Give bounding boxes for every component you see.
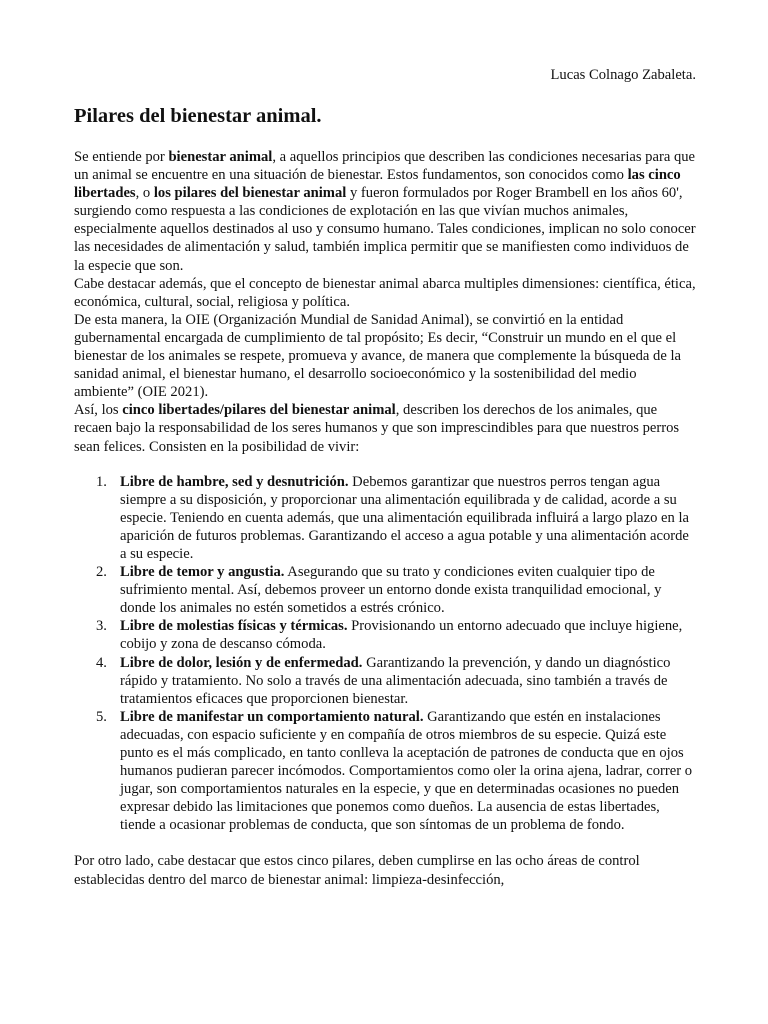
list-item-text: Debemos garantizar que nuestros perros tengan agua siempre a su disposición, y proporcionar una alimentación equilibrada y de calidad, acorde a su especie. Teniendo en cuenta además, que una alimentación equilibrada influirá a largo plazo en la aparición de futuros problemas. Garantizando el acceso a agua potable y una alimentación acorde a su especie. [120,473,689,562]
list-number: 1. [96,473,107,490]
list-item [74,563,696,617]
list-item-text: Garantizando que estén en instalaciones adecuadas, con espacio suficiente y en compañía de otros miembros de su especie. Quizá este punto es el más complicado, en tanto conlleva la aceptación de patrones de conducta que en ojos humanos pudieran parecer incómodos. Comportamientos como oler la orina ajena, ladrar, correr o jugar, son comportamientos naturales en la especie, y que en determinadas ocasiones no pueden expresar debido las limitaciones que ponemos como dueños. La ausencia de estas libertades, tiende a ocasionar problemas de conducta, que son síntomas de un problema de fondo. [120,708,693,834]
freedoms-list [74,473,696,835]
intro-paragraph-1 [74,148,696,275]
text-run: Se entiende por [74,149,169,165]
bold-term-pilares: los pilares del bienestar animal [153,185,347,202]
list-item-text: Provisionando un entorno adecuado que incluye higiene, cobijo y zona de descanso cómoda. [120,618,683,653]
author-name: Lucas Colnago Zabaleta. [550,67,696,83]
list-item-heading: Libre de hambre, sed y desnutrición. [120,473,349,490]
list-number: 3. [96,618,107,635]
list-item [74,654,696,708]
bold-term-cinco-libertades-pilares: cinco libertades/pilares del bienestar animal [122,402,396,419]
list-number: 5. [96,708,107,725]
text-run: , describen los derechos de los animales, que recaen bajo la responsabilidad de los seres humanos y que son imprescindibles para que nuestros perros sean felices. Consisten en la posibilidad de vivir: [74,402,680,455]
list-item-heading: Libre de dolor, lesión y de enfermedad. [120,654,363,671]
text-run: y fueron formulados por Roger Brambell en los años 60', surgiendo como respuesta a las condiciones de explotación en las que vivían muchos animales, especialmente aquellos destinados al uso y consumo humano. Tales condiciones, implican no solo conocer las necesidades de alimentación y salud, también implica permitir que se manifiesten como individuos de la especie que son. [74,185,696,274]
text-run: , a aquellos principios que describen las condiciones necesarias para que un animal se encuentre en una situación de bienestar. Estos fundamentos, son conocidos como [74,149,696,184]
list-item-heading: Libre de molestias físicas y térmicas. [120,618,348,635]
intro-paragraph-2: Cabe destacar además, que el concepto de bienestar animal abarca multiples dimensiones: científica, ética, económica, cultural, social, religiosa y política. [74,275,696,310]
bold-term-cinco-libertades: las cinco libertades [74,167,681,202]
closing-paragraph: Por otro lado, cabe destacar que estos cinco pilares, deben cumplirse en las ocho áreas de control establecidas dentro del marco de bienestar animal: limpieza-desinfección, [74,853,640,888]
list-item-text: Asegurando que su trato y condiciones eviten cualquier tipo de sufrimiento mental. Así, debemos proveer un entorno donde exista tranquilidad emocional, y donde los animales no estén sometidos a estrés crónico. [120,564,662,617]
list-item [74,708,696,835]
document-body [74,148,696,889]
text-run: Así, los [74,402,123,419]
list-item-text: Garantizando la prevención, y dando un diagnóstico rápido y tratamiento. No solo a través de una alimentación adecuada, sino también a través de tratamientos eficaces que proporcionen bienestar. [120,654,671,707]
text-run: , o [135,185,154,202]
document-title: Pilares del bienestar animal. [74,105,322,127]
list-number: 2. [96,564,107,581]
list-item-heading: Libre de temor y angustia. [120,564,285,581]
list-item [74,617,696,653]
list-item [74,473,696,563]
intro-paragraph-3: De esta manera, la OIE (Organización Mundial de Sanidad Animal), se convirtió en la entidad gubernamental encargada de cumplimiento de tal propósito; Es decir, “Construir un mundo en el que el bienestar de los animales se respete, promueva y avance, de manera que complemente la búsqueda de la sanidad animal, el bienestar humano, el desarrollo socioeconómico y la sostenibilidad del medio ambiente” (OIE 2021). [74,311,682,401]
list-number: 4. [96,654,107,671]
bold-term-bienestar-animal: bienestar animal [168,149,273,165]
list-item-heading: Libre de manifestar un comportamiento natural. [120,708,424,725]
intro-paragraph-4 [74,401,696,455]
